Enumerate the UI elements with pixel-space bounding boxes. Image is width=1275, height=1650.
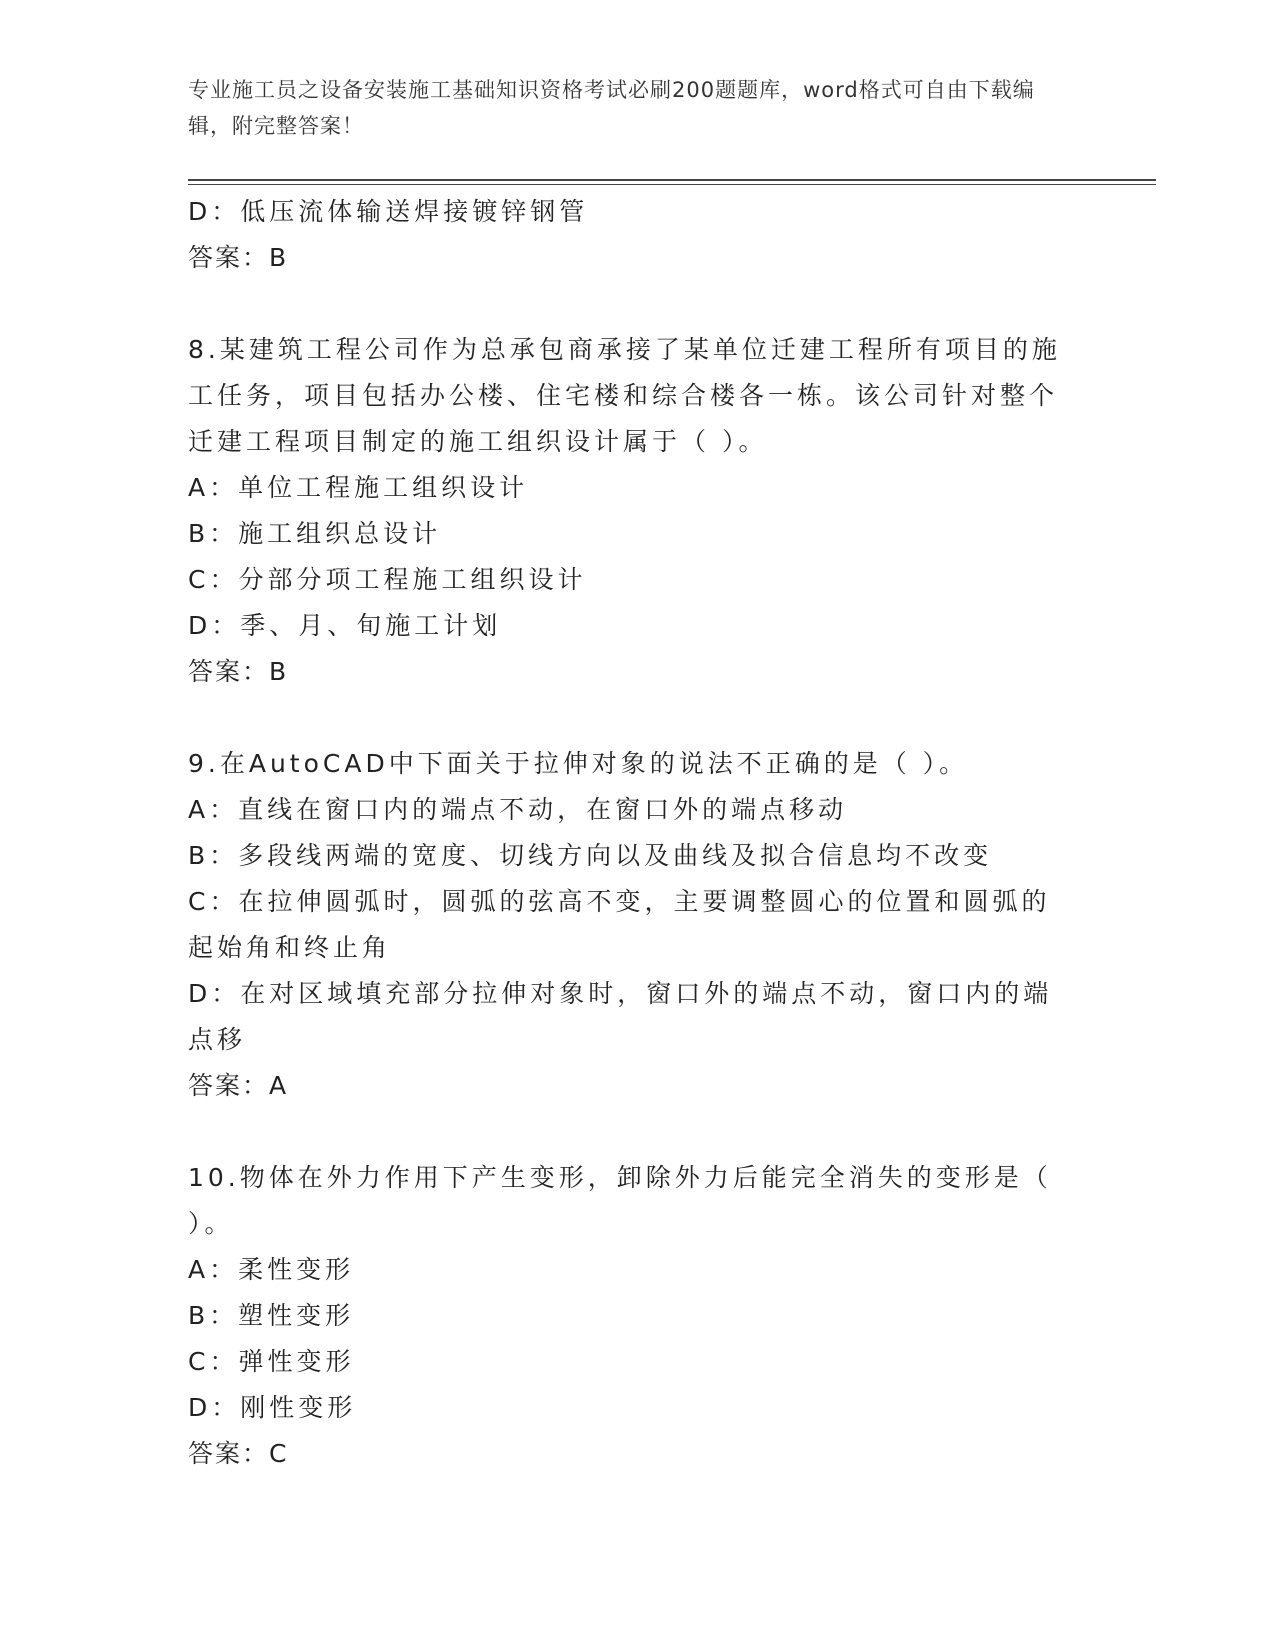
- option-c: C：分部分项工程施工组织设计: [188, 565, 587, 594]
- document-header: [188, 72, 1068, 144]
- answer: 答案：B: [188, 657, 289, 686]
- spacer: [188, 1109, 1078, 1155]
- question-list: [188, 189, 1078, 1477]
- prev-answer: 答案：B: [188, 243, 289, 272]
- option-b: B：施工组织总设计: [188, 519, 442, 548]
- option-c: C：在拉伸圆弧时，圆弧的弦高不变，主要调整圆心的位置和圆弧的起始角和终止角: [188, 887, 1051, 962]
- question-10: [188, 1155, 1078, 1477]
- option-d: D：在对区域填充部分拉伸对象时，窗口外的端点不动，窗口内的端点移: [188, 979, 1053, 1054]
- question-text: 9.在AutoCAD中下面关于拉伸对象的说法不正确的是（ ）。: [188, 749, 969, 778]
- option-b: B：多段线两端的宽度、切线方向以及曲线及拟合信息均不改变: [188, 841, 993, 870]
- question-text: 8.某建筑工程公司作为总承包商承接了某单位迁建工程所有项目的施工任务，项目包括办公楼、住宅楼和综合楼各一栋。该公司针对整个迁建工程项目制定的施工组织设计属于（ ）。: [188, 335, 1061, 456]
- header-divider-thin: [188, 184, 1156, 185]
- answer: 答案：A: [188, 1071, 289, 1100]
- header-divider-thick: [188, 179, 1156, 181]
- spacer: [188, 695, 1078, 741]
- question-8: [188, 327, 1078, 695]
- option-a: A：柔性变形: [188, 1255, 355, 1284]
- option-a: A：单位工程施工组织设计: [188, 473, 529, 502]
- answer: 答案：C: [188, 1439, 289, 1468]
- option-c: C：弹性变形: [188, 1347, 355, 1376]
- header-text: 专业施工员之设备安装施工基础知识资格考试必刷200题题库，word格式可自由下载编辑，附完整答案！: [188, 78, 1035, 138]
- option-d: D：刚性变形: [188, 1393, 357, 1422]
- spacer: [188, 281, 1078, 327]
- option-a: A：直线在窗口内的端点不动，在窗口外的端点移动: [188, 795, 848, 824]
- question-9: [188, 741, 1078, 1109]
- prev-option-d: D：低压流体输送焊接镀锌钢管: [188, 197, 589, 226]
- question-text: 10.物体在外力作用下产生变形，卸除外力后能完全消失的变形是（ ）。: [188, 1163, 1052, 1238]
- option-b: B：塑性变形: [188, 1301, 355, 1330]
- option-d: D：季、月、旬施工计划: [188, 611, 502, 640]
